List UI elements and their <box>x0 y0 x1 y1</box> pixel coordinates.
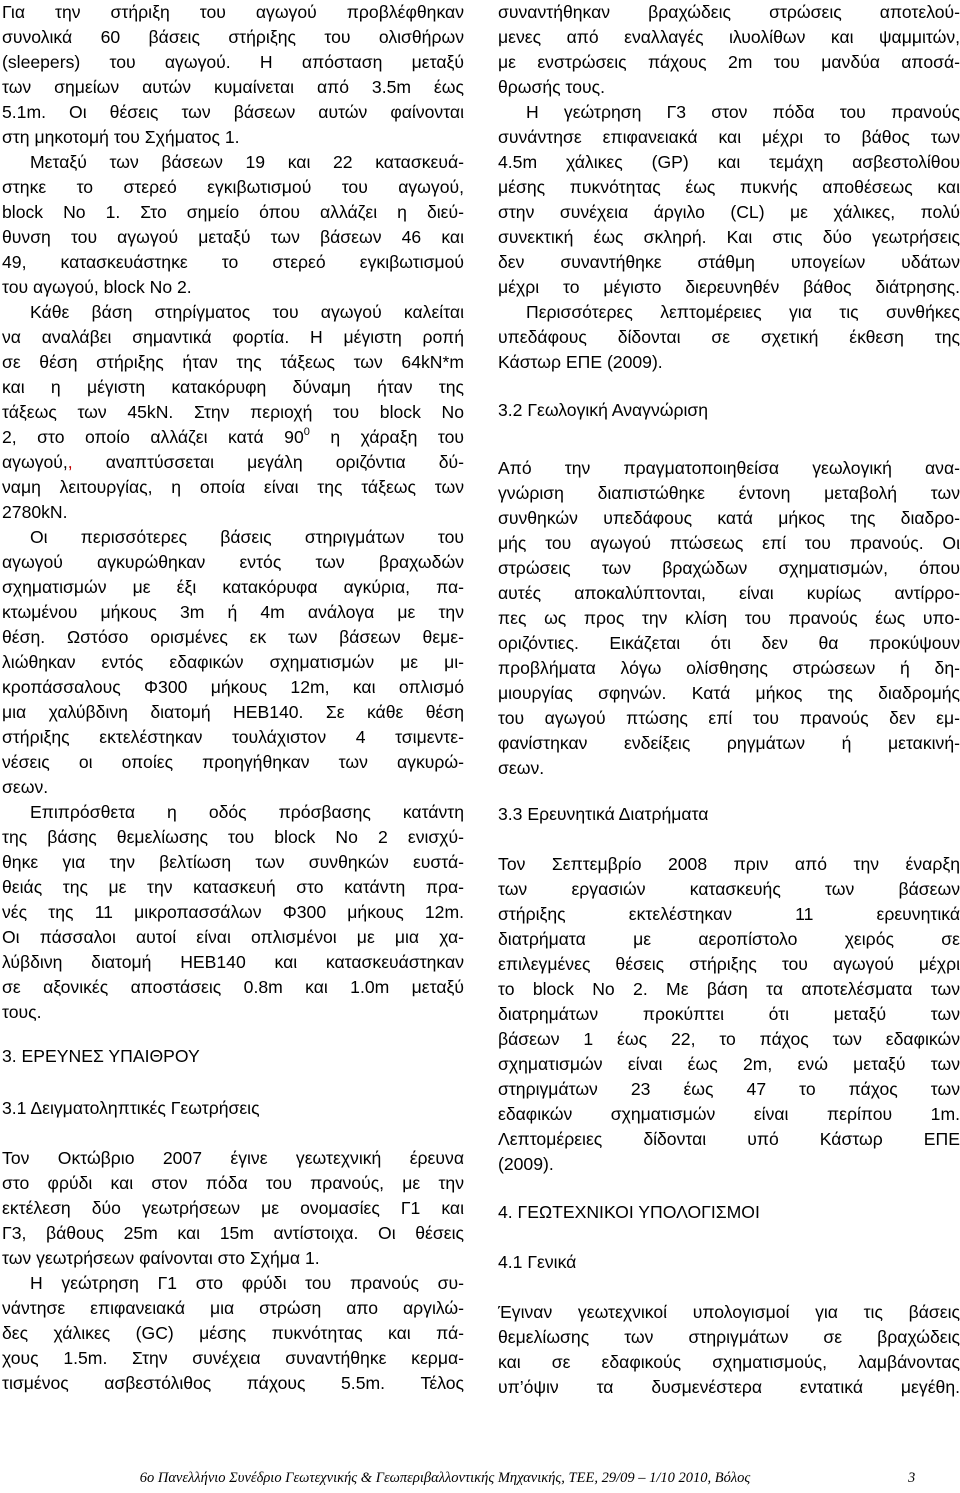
text-line: Γ3, βάθους 25m και 15m αντίστοιχα. Οι θέσεις <box>2 1223 464 1243</box>
text-line: προβλήματα λόγω ολίσθησης στρώσεων ή δη- <box>498 658 960 678</box>
text-line: μιουργίας σφηνών. Κατά μήκος της διαδρομής <box>498 683 960 703</box>
text-line: των σημείων αυτών κυμαίνεται από 3.5m έως <box>2 77 464 97</box>
text-run: αγωγού, <box>2 452 68 472</box>
text-line: τους. <box>2 1002 42 1022</box>
text-line: των εργασιών κατασκευής των βάσεων <box>498 879 960 899</box>
text-line: (2009). <box>498 1154 554 1174</box>
text-line: Η γεώτρηση Γ1 στο φρύδι του πρανούς συ- <box>30 1273 464 1293</box>
text-line: μής του αγωγού πτώσεως επί του πρανούς. Οι <box>498 533 960 553</box>
subsection-heading: 3.2 Γεωλογική Αναγνώριση <box>498 400 709 420</box>
text-line: χους 1.5m. Στην συνέχεια συναντήθηκε κερμα- <box>2 1348 464 1368</box>
text-line: Τον Σεπτεμβρίο 2008 πριν από την έναρξη <box>498 854 960 874</box>
text-line: βάσεων 1 έως 22, το πάχος των εδαφικών <box>498 1029 960 1049</box>
text-line: συνθηκών υπεδάφους κατά μήκος της διαδρο- <box>498 508 960 528</box>
text-line: Μεταξύ των βάσεων 19 και 22 κατασκευά- <box>30 152 464 172</box>
text-line: σε θέση στήριξης ήταν της τάξεως των 64kN*m <box>2 352 464 372</box>
text-line: 2780kN. <box>2 502 68 522</box>
text-line: 5.1m. Οι θέσεις των βάσεων αυτών φαίνονται <box>2 102 464 122</box>
text-line: θυνση του αγωγού μεταξύ των βάσεων 46 και <box>2 227 464 247</box>
section-heading: 4. ΓΕΩΤΕΧΝΙΚΟΙ ΥΠΟΛΟΓΙΣΜΟΙ <box>498 1202 760 1222</box>
text-line: ναμη λειτουργίας, η οποία είναι της τάξεως των <box>2 477 464 497</box>
text-line: στο φρύδι και στον πόδα του πρανούς, με την <box>2 1173 464 1193</box>
page-footer <box>0 1467 960 1489</box>
text-line: στήριξης εκτελέστηκαν τουλάχιστον 4 τσιμεντε- <box>2 727 464 747</box>
text-line: στρώσεις των βραχώδων σχηματισμών, όπου <box>498 558 960 578</box>
text-line: εδαφικών σχηματισμών είναι περίπου 1m. <box>498 1104 960 1124</box>
text-line: Οι περισσότερες βάσεις στηριγμάτων του <box>30 527 464 547</box>
text-line: Περισσότερες λεπτομέρειες για τις συνθήκες <box>526 302 960 322</box>
text-line: του αγωγού, block No 2. <box>2 277 192 297</box>
text-line: εκτέλεση δύο γεωτρήσεων με ονομασίες Γ1 και <box>2 1198 464 1218</box>
text-line: λύβδινη διατομή HEB140 και κατασκευάστηκαν <box>2 952 464 972</box>
text-line: συνάντησε επιφανειακά και μέχρι το βάθος των <box>498 127 960 147</box>
text-line: της βάσης θεμελίωσης του block No 2 ενισχύ- <box>2 827 464 847</box>
text-line: (sleepers) του αγωγού. Η απόσταση μεταξύ <box>2 52 464 72</box>
subsection-heading: 3.1 Δειγματοληπτικές Γεωτρήσεις <box>2 1098 260 1118</box>
text-line: μενες από εναλλαγές ιλυολίθων και ψαμμιτών, <box>498 27 960 47</box>
text-line: διατρήματα με αεροπίστολο χειρός σε <box>498 929 960 949</box>
subsection-heading: 3.3 Ερευνητικά Διατρήματα <box>498 804 709 824</box>
text-line: συνολικά 60 βάσεις στήριξης του ολισθήρων <box>2 27 464 47</box>
text-line: σεων. <box>498 758 545 778</box>
text-line: θεμελίωσης των στηριγμάτων σε βραχώδεις <box>498 1327 960 1347</box>
page-number: 3 <box>908 1470 916 1486</box>
text-line: σε αξονικές αποστάσεις 0.8m και 1.0m μεταξύ <box>2 977 464 997</box>
text-line: συνεκτική έως σκληρή. Και στις δύο γεωτρήσεις <box>498 227 960 247</box>
text-line: Η γεώτρηση Γ3 στον πόδα του πρανούς <box>526 102 960 122</box>
text-line: στηκε το στερεό εγκιβωτισμού του αγωγού, <box>2 177 464 197</box>
text-line: αγωγού αγκυρώθηκαν εντός των βραχωδών <box>2 552 464 572</box>
text-line: των γεωτρήσεων φαίνονται στο Σχήμα 1. <box>2 1248 320 1268</box>
text-line: φανίστηκαν ενδείξεις ρηγμάτων ή μετακινή- <box>498 733 960 753</box>
text-line: Τον Οκτώβριο 2007 έγινε γεωτεχνική έρευνα <box>2 1148 464 1168</box>
text-run: αναπτύσσεται μεγάλη οριζόντια δύ- <box>72 452 464 472</box>
text-line: κροπάσσαλους Φ300 μήκους 12m, και οπλισμό <box>2 677 464 697</box>
text-line <box>2 425 464 450</box>
subsection-heading: 4.1 Γενικά <box>498 1252 577 1272</box>
text-line: συναντήθηκαν βραχώδεις στρώσεις αποτελού- <box>498 2 960 22</box>
text-line: γνώριση διαπιστώθηκε έντονη μεταβολή των <box>498 483 960 503</box>
text-line: στη μηκοτομή του Σχήματος 1. <box>2 127 240 147</box>
text-run: η χάραξη του <box>309 427 464 447</box>
text-line: σχηματισμών είναι έως 2m, ενώ μεταξύ των <box>498 1054 960 1074</box>
text-line: Οι πάσσαλοι αυτοί είναι οπλισμένοι με μια χα- <box>2 927 464 947</box>
text-line: με ενστρώσεις πάχους 2m του μανδύα αποσά- <box>498 52 960 72</box>
text-line: πες ως προς την κλίση του πρανούς έως υπο- <box>498 608 960 628</box>
footer-divider <box>0 1460 960 1461</box>
text-line: σεων. <box>2 777 49 797</box>
text-line: τάξεως των 45kN. Στην περιοχή του block No <box>2 402 464 422</box>
text-line: Έγιναν γεωτεχνικοί υπολογισμοί για τις βάσεις <box>498 1302 960 1322</box>
text-line: στην συνέχεια άργιλο (CL) με χάλικες, πολύ <box>498 202 960 222</box>
text-line: Κάθε βάση στηρίγματος του αγωγού καλείται <box>30 302 464 322</box>
text-line: μια χαλύβδινη διατομή HEB140. Σε κάθε θέση <box>2 702 464 722</box>
text-line: επιλεγμένες θέσεις στήριξης του αγωγού μέχρι <box>498 954 960 974</box>
text-line: να αναλάβει σημαντικά φορτία. Η μέγιστη ροπή <box>2 327 464 347</box>
text-line: διατρημάτων προκύπτει ότι μεταξύ των <box>498 1004 960 1024</box>
text-line: Λεπτομέρειες δίδονται υπό Κάστωρ ΕΠΕ <box>498 1129 960 1149</box>
text-line: block No 1. Στο σημείο όπου αλλάζει η διεύ- <box>2 202 464 222</box>
section-heading: 3. ΕΡΕΥΝΕΣ ΥΠΑΙΘΡΟΥ <box>2 1046 200 1066</box>
highlighted-comma: , <box>67 452 73 472</box>
text-line: στηριγμάτων 23 έως 47 το πάχος των <box>498 1079 960 1099</box>
text-line: Κάστωρ ΕΠΕ (2009). <box>498 352 663 372</box>
text-line: σχηματισμών με έξι κατακόρυφα αγκύρια, πα- <box>2 577 464 597</box>
text-line: νέσεις οι οποίες προηγήθηκαν των αγκυρώ- <box>2 752 464 772</box>
text-line: 49, κατασκευάστηκε το στερεό εγκιβωτισμού <box>2 252 464 272</box>
text-line: υπεδάφους δίδονται σε σχετική έκθεση της <box>498 327 960 347</box>
text-line: θηκε για την βελτίωση των συνθηκών ευστά- <box>2 852 464 872</box>
footer-conference-text: 6ο Πανελλήνιο Συνέδριο Γεωτεχνικής & Γεωπεριβαλλοντικής Μηχανικής, ΤΕΕ, 29/09 – 1/10 2010, Βόλος <box>139 1470 751 1486</box>
text-line: στήριξης εκτελέστηκαν 11 ερευνητικά <box>498 904 960 924</box>
text-run: 2, στο οποίο αλλάζει κατά 90 <box>2 427 304 447</box>
text-line: νές της 11 μικροπασσάλων Φ300 μήκους 12m. <box>2 902 464 922</box>
degree-superscript: 0 <box>303 426 310 438</box>
text-line: κτωμένου μήκους 3m ή 4m ανάλογα με την <box>2 602 464 622</box>
text-line: θρωσής τους. <box>498 77 606 97</box>
text-line: και σε εδαφικούς σχηματισμούς, λαμβάνοντας <box>498 1352 960 1372</box>
text-line: θέση. Ωστόσο ορισμένες εκ των βάσεων θεμε- <box>2 627 464 647</box>
text-line: οριζόντιες. Εικάζεται ότι δεν θα προκύψουν <box>498 633 960 653</box>
text-line: μέχρι το μέγιστο διερευνηθέν βάθος διάτρησης. <box>498 277 960 297</box>
text-line: Επιπρόσθετα η οδός πρόσβασης κατάντη <box>30 802 464 822</box>
text-line: δεν συναντήθηκε στάθμη υπογείων υδάτων <box>498 252 960 272</box>
text-line: θειάς της με την κατασκευή στο κατάντη πρα- <box>2 877 464 897</box>
text-line: το block No 2. Με βάση τα αποτελέσματα των <box>498 979 960 999</box>
text-line: νάντησε επιφανειακά μια στρώση απο αργιλώ- <box>2 1298 464 1318</box>
text-line: 4.5m χάλικες (GP) και τεμάχη ασβεστολίθου <box>498 152 960 172</box>
text-line: του αγωγού πτώσης επί του πρανούς δεν εμ- <box>498 708 960 728</box>
text-line: δες χάλικες (GC) μέσης πυκνότητας και πά- <box>2 1323 464 1343</box>
text-line: και η μέγιστη κατακόρυφη δύναμη ήταν της <box>2 377 464 397</box>
text-line: Για την στήριξη του αγωγού προβλέφθηκαν <box>2 2 464 22</box>
text-line: τισμένος ασβεστόλιθος πάχους 5.5m. Τέλος <box>2 1373 464 1393</box>
text-line: μέσης πυκνότητας έως πυκνής αποθέσεως και <box>498 177 960 197</box>
text-line: Από την πραγματοποιηθείσα γεωλογική ανα- <box>498 458 960 478</box>
text-line: λιώθηκαν εντός εδαφικών σχηματισμών με μι- <box>2 652 464 672</box>
text-line <box>2 450 464 475</box>
text-line: αυτές αποκαλύπτονται, είναι κυρίως αντίρρο- <box>498 583 960 603</box>
text-line: υπ’όψιν τα δυσμενέστερα εντατικά μεγέθη. <box>498 1377 960 1397</box>
